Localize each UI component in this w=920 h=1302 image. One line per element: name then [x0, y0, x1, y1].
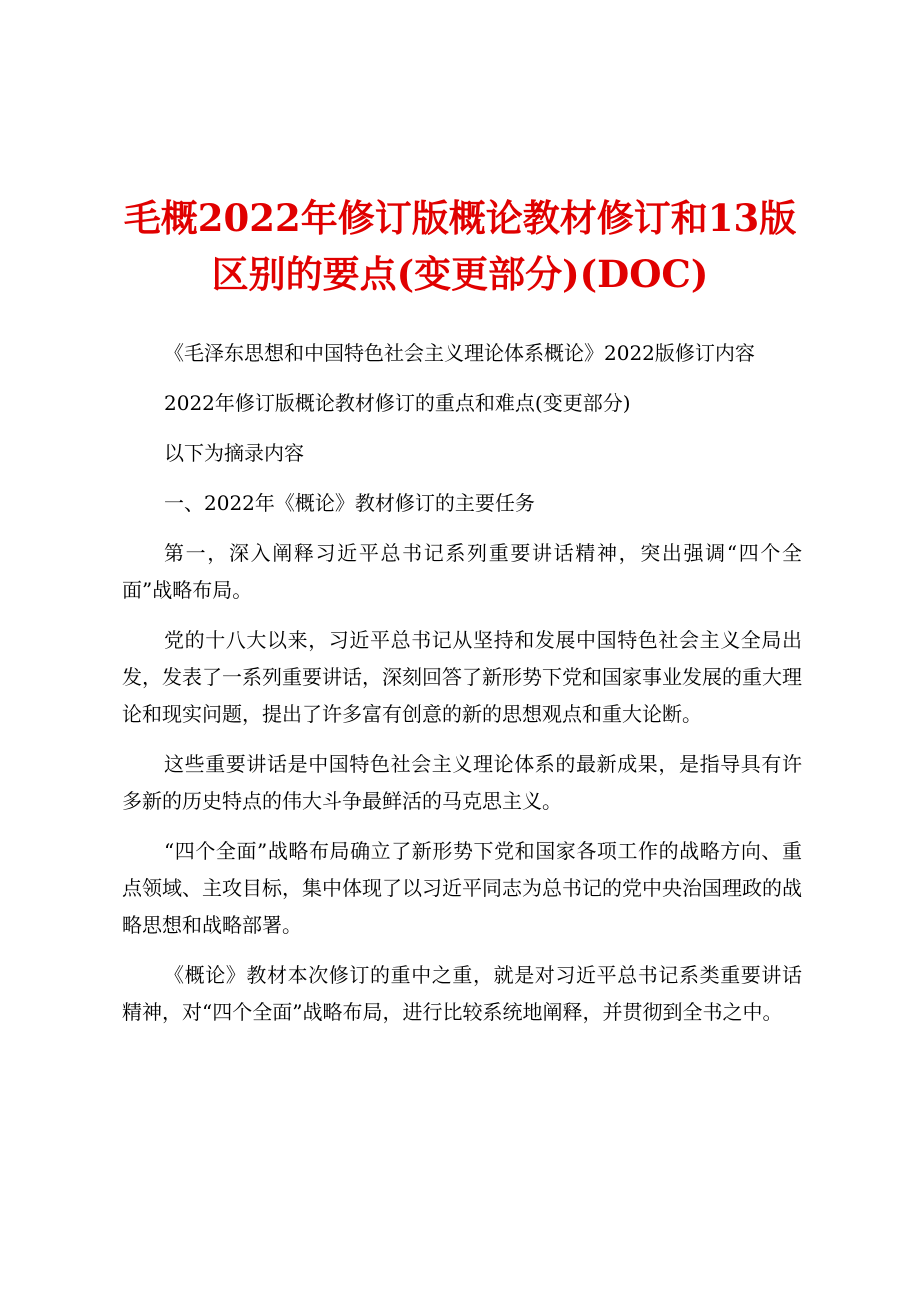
paragraph-revision-priority: 《概论》教材本次修订的重中之重，就是对习近平总书记系类重要讲话精神，对“四个全面”战略布局，进行比较系统地阐释，并贯彻到全书之中。: [122, 963, 802, 1024]
section-heading-1: 一、2022年《概论》教材修订的主要任务: [164, 491, 535, 515]
paragraph-revision-focus: 2022年修订版概论教材修订的重点和难点(变更部分): [164, 391, 631, 415]
document-title: 毛概2022年修订版概论教材修订和13版区别的要点(变更部分)(DOC): [123, 196, 797, 296]
paragraph-excerpt-note: 以下为摘录内容: [164, 441, 304, 465]
paragraph-speeches: 党的十八大以来，习近平总书记从坚持和发展中国特色社会主义全局出发，发表了一系列重要讲话，深刻回答了新形势下党和国家事业发展的重大理论和现实问题，提出了许多富有创意的新的思想观点和重大论断。: [122, 628, 802, 726]
paragraph-theory-system: 这些重要讲话是中国特色社会主义理论体系的最新成果，是指导具有许多新的历史特点的伟大斗争最鲜活的马克思主义。: [122, 752, 802, 813]
paragraph-book-title: 《毛泽东思想和中国特色社会主义理论体系概论》2022版修订内容: [164, 341, 755, 365]
document-body: [122, 335, 802, 1044]
paragraph-four-comprehensives: “四个全面”战略布局确立了新形势下党和国家各项工作的战略方向、重点领域、主攻目标，集中体现了以习近平同志为总书记的党中央治国理政的战略思想和战略部署。: [122, 839, 802, 937]
paragraph-first-point: 第一，深入阐释习近平总书记系列重要讲话精神，突出强调“四个全面”战略布局。: [122, 541, 802, 602]
